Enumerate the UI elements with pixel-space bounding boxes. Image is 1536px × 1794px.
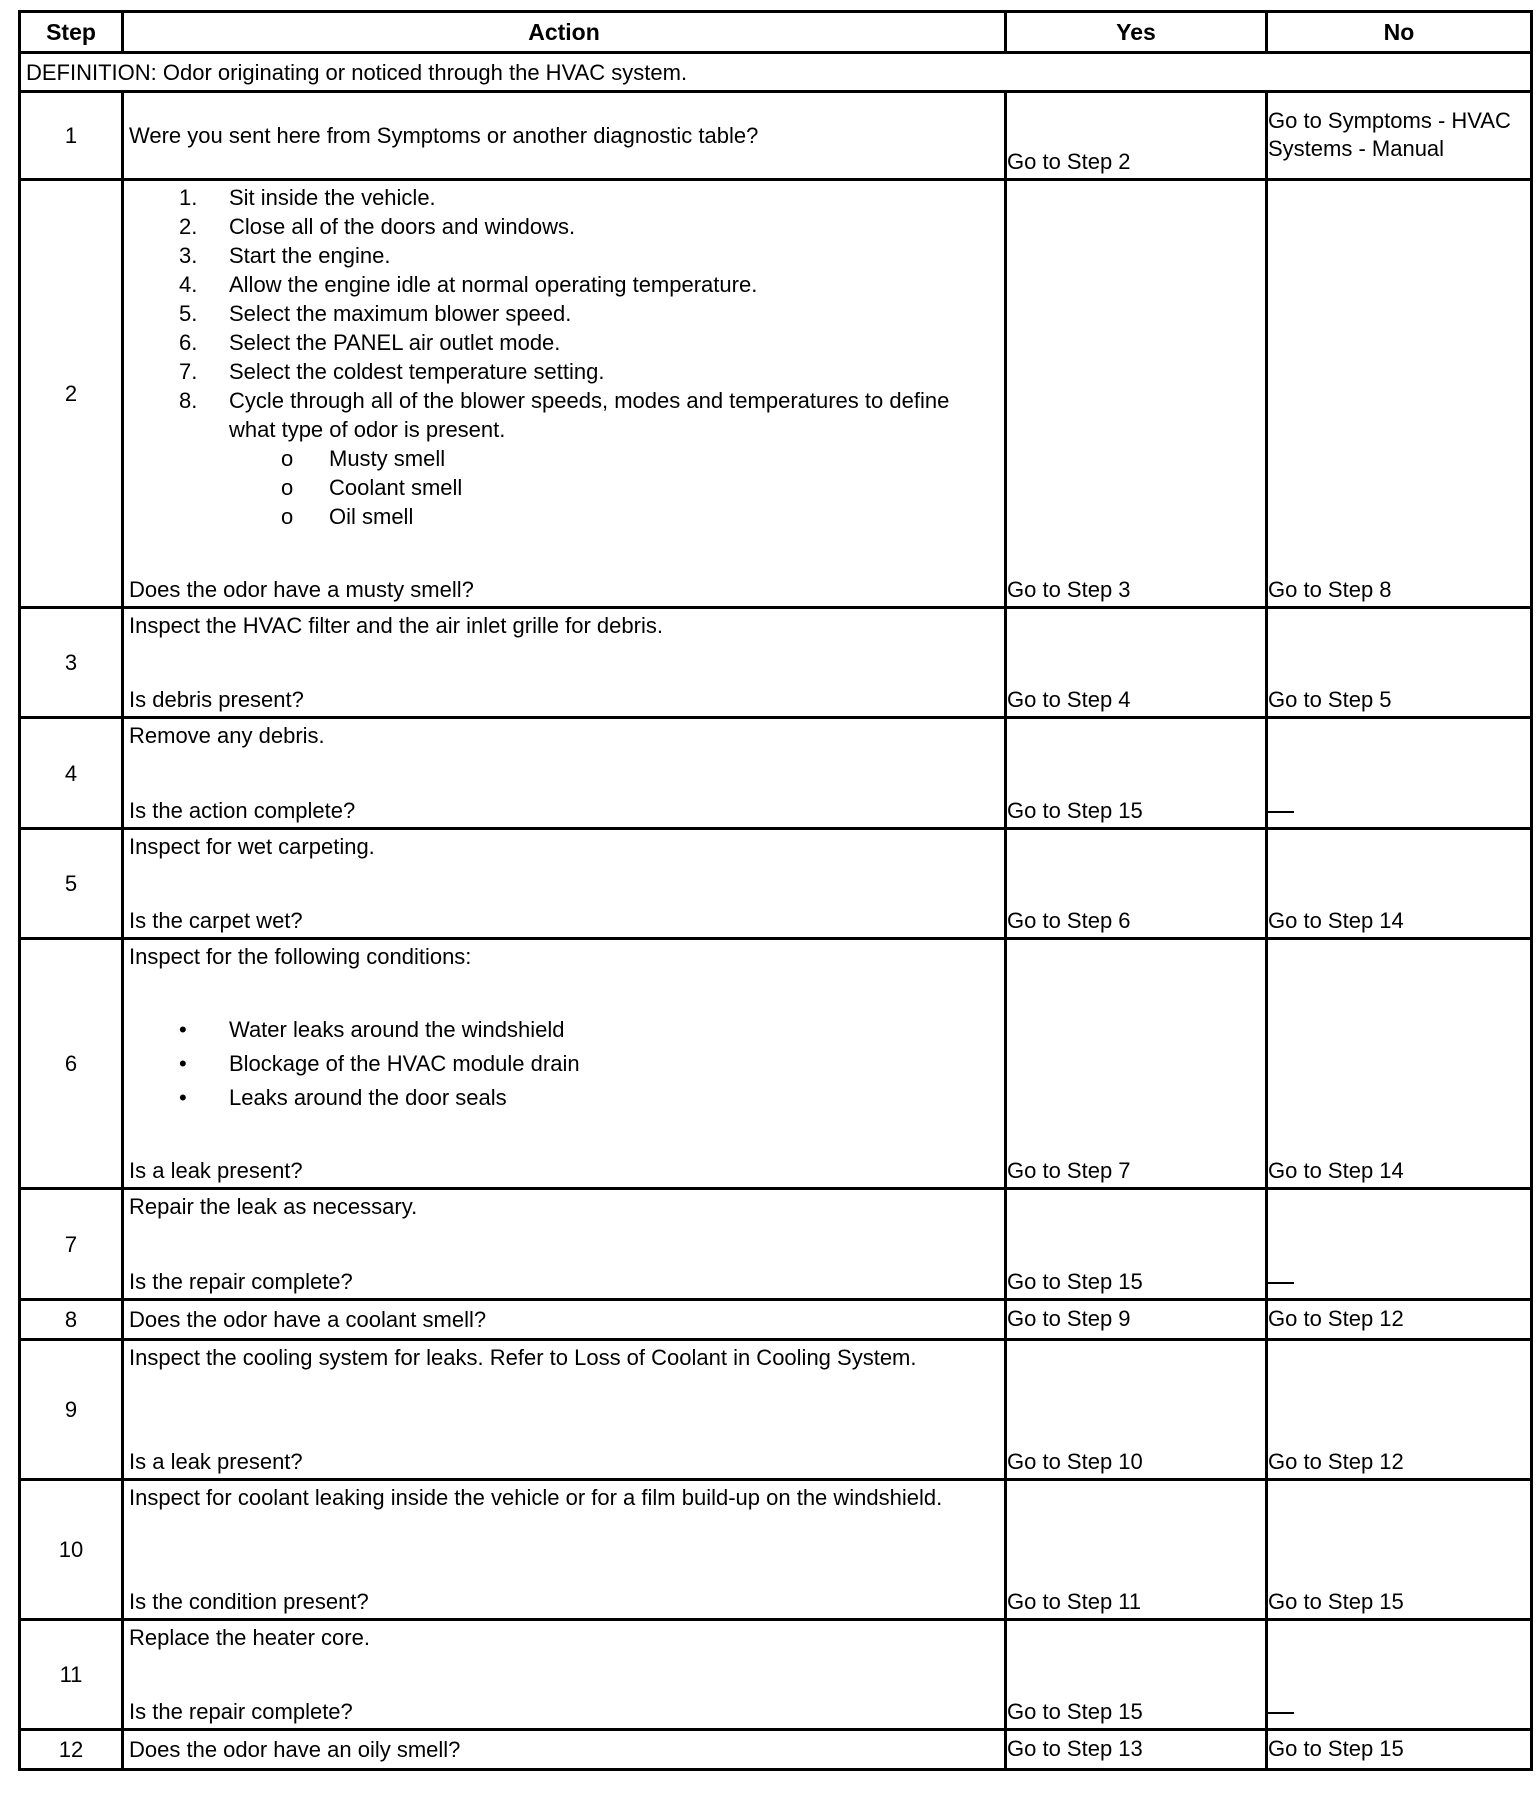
action-cell [123, 608, 1006, 718]
action-instruction: Inspect the cooling system for leaks. Refer to Loss of Coolant in Cooling System. [129, 1345, 917, 1370]
yes-cell: Go to Step 4 [1006, 608, 1267, 718]
step-number: 8 [20, 1300, 123, 1340]
yes-cell: Go to Step 15 [1006, 1620, 1267, 1730]
no-cell: Go to Step 5 [1267, 608, 1532, 718]
list-item: 5. Select the maximum blower speed. [179, 301, 572, 326]
diagnostic-table-sheet [18, 10, 1518, 1771]
action-cell [123, 718, 1006, 829]
no-cell: Go to Step 14 [1267, 829, 1532, 939]
action-cell [123, 1300, 1006, 1340]
step-number: 5 [20, 829, 123, 939]
table-row [20, 939, 1532, 1189]
table-row [20, 1340, 1532, 1480]
action-question: Is a leak present? [129, 1158, 303, 1183]
action-cell [123, 939, 1006, 1189]
step-number: 2 [20, 180, 123, 608]
action-question: Is the repair complete? [129, 1269, 353, 1294]
action-cell [123, 1189, 1006, 1300]
action-instruction: Inspect for coolant leaking inside the vehicle or for a film build-up on the windshield. [129, 1485, 943, 1510]
list-item: • Leaks around the door seals [179, 1084, 507, 1110]
action-cell [123, 180, 1006, 608]
action-instruction: Inspect for the following conditions: [129, 944, 472, 969]
action-question: Were you sent here from Symptoms or another diagnostic table? [129, 123, 759, 148]
table-row [20, 718, 1532, 829]
yes-cell: Go to Step 13 [1006, 1730, 1267, 1770]
step-number: 4 [20, 718, 123, 829]
action-cell [123, 1620, 1006, 1730]
list-item: 1. Sit inside the vehicle. [179, 185, 436, 210]
table-row [20, 92, 1532, 180]
action-question: Is the condition present? [129, 1589, 369, 1614]
list-item: • Blockage of the HVAC module drain [179, 1050, 580, 1076]
yes-cell: Go to Step 9 [1006, 1300, 1267, 1340]
step-number: 6 [20, 939, 123, 1189]
list-item: 2. Close all of the doors and windows. [179, 214, 576, 239]
no-cell: Go to Step 12 [1267, 1340, 1532, 1480]
no-cell [1267, 1620, 1532, 1730]
step-number: 12 [20, 1730, 123, 1770]
step-number: 10 [20, 1480, 123, 1620]
table-row [20, 608, 1532, 718]
no-cell [1267, 1189, 1532, 1300]
list-item: 6. Select the PANEL air outlet mode. [179, 330, 561, 355]
action-cell [123, 1480, 1006, 1620]
definition-text: DEFINITION: Odor originating or noticed through the HVAC system. [20, 53, 1532, 92]
yes-cell: Go to Step 7 [1006, 939, 1267, 1189]
action-instruction: Remove any debris. [129, 723, 325, 748]
step-number: 11 [20, 1620, 123, 1730]
header-yes: Yes [1006, 12, 1267, 53]
no-cell: Go to Step 8 [1267, 180, 1532, 608]
step-number: 9 [20, 1340, 123, 1480]
table-row [20, 1300, 1532, 1340]
action-cell [123, 1340, 1006, 1480]
action-question: Does the odor have a coolant smell? [129, 1307, 487, 1332]
no-cell [1267, 718, 1532, 829]
action-question: Does the odor have a musty smell? [129, 577, 474, 602]
no-cell: Go to Step 12 [1267, 1300, 1532, 1340]
odor-type-list [129, 444, 998, 531]
list-item: • Water leaks around the windshield [179, 1016, 565, 1042]
action-instruction: Replace the heater core. [129, 1625, 370, 1650]
action-instruction: Inspect the HVAC filter and the air inlet grille for debris. [129, 613, 663, 638]
step-number: 3 [20, 608, 123, 718]
list-item: o Musty smell [281, 446, 446, 471]
table-row [20, 1189, 1532, 1300]
table-row [20, 1730, 1532, 1770]
procedure-list [129, 183, 998, 444]
dash-icon [1268, 811, 1294, 813]
yes-cell: Go to Step 3 [1006, 180, 1267, 608]
list-item: o Oil smell [281, 504, 414, 529]
action-cell [123, 829, 1006, 939]
yes-cell: Go to Step 11 [1006, 1480, 1267, 1620]
dash-icon [1268, 1712, 1294, 1714]
action-question: Is the action complete? [129, 798, 356, 823]
action-question: Is the carpet wet? [129, 908, 303, 933]
dash-icon [1268, 1282, 1294, 1284]
header-no: No [1267, 12, 1532, 53]
header-action: Action [123, 12, 1006, 53]
table-row [20, 1620, 1532, 1730]
yes-cell: Go to Step 6 [1006, 829, 1267, 939]
list-item: 8. Cycle through all of the blower speeds, modes and temperatures to define what type of odor is present. [179, 388, 950, 442]
table-row [20, 829, 1532, 939]
yes-cell: Go to Step 10 [1006, 1340, 1267, 1480]
step-number: 1 [20, 92, 123, 180]
action-cell [123, 92, 1006, 180]
condition-list [129, 1013, 998, 1115]
header-step: Step [20, 12, 123, 53]
action-instruction: Repair the leak as necessary. [129, 1194, 418, 1219]
list-item: 7. Select the coldest temperature setting. [179, 359, 605, 384]
list-item: o Coolant smell [281, 475, 463, 500]
action-cell [123, 1730, 1006, 1770]
no-cell: Go to Step 15 [1267, 1480, 1532, 1620]
table-row [20, 1480, 1532, 1620]
no-cell: Go to Symptoms - HVAC Systems - Manual [1267, 92, 1532, 180]
diagnostic-table [18, 10, 1533, 1771]
no-cell: Go to Step 15 [1267, 1730, 1532, 1770]
action-instruction: Inspect for wet carpeting. [129, 834, 375, 859]
action-question: Is debris present? [129, 687, 304, 712]
no-cell: Go to Step 14 [1267, 939, 1532, 1189]
header-row [20, 12, 1532, 53]
yes-cell: Go to Step 2 [1006, 92, 1267, 180]
table-row [20, 180, 1532, 608]
action-question: Is a leak present? [129, 1449, 303, 1474]
step-number: 7 [20, 1189, 123, 1300]
definition-row [20, 53, 1532, 92]
list-item: 4. Allow the engine idle at normal operating temperature. [179, 272, 758, 297]
action-question: Is the repair complete? [129, 1699, 353, 1724]
action-question: Does the odor have an oily smell? [129, 1737, 461, 1762]
list-item: 3. Start the engine. [179, 243, 391, 268]
yes-cell: Go to Step 15 [1006, 1189, 1267, 1300]
yes-cell: Go to Step 15 [1006, 718, 1267, 829]
